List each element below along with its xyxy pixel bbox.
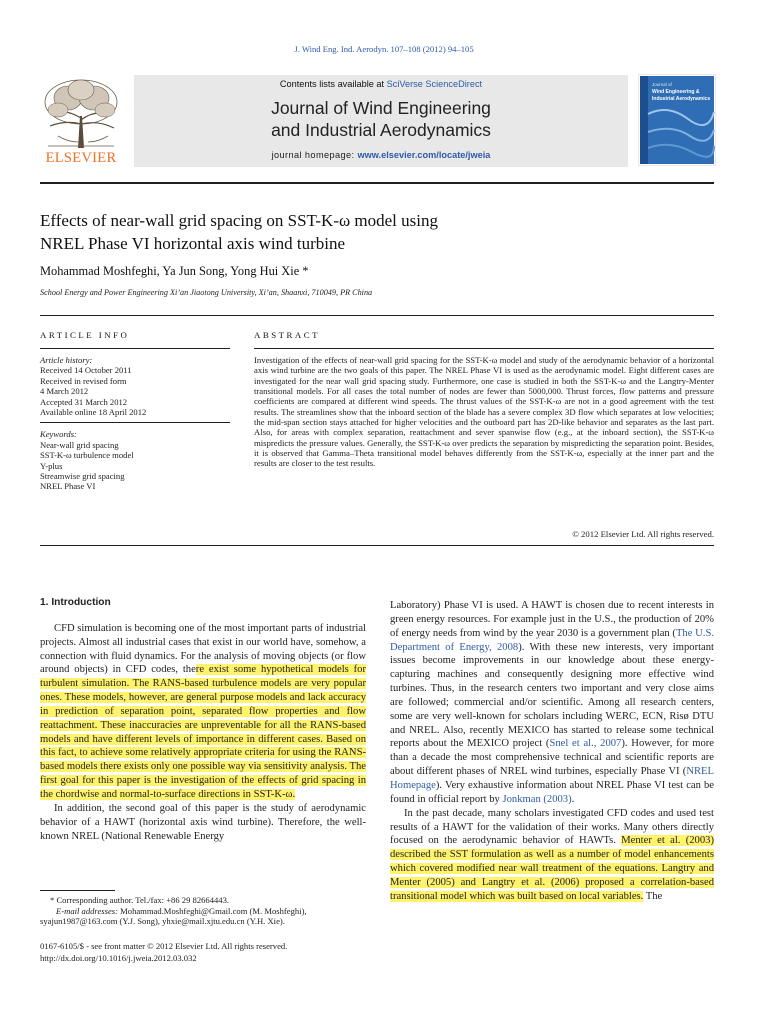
journal-title bbox=[134, 97, 628, 141]
r1-text-a: Laboratory) Phase VI is used. A HAWT is chosen due to recent interests in green energy resources. For example just in the U.S., the production of 20% of energy needs from wind by the year 2030 is a government plan ( bbox=[390, 600, 714, 639]
contents-prefix: Contents lists available at bbox=[279, 79, 387, 89]
cover-title-2: Industrial Aerodynamics bbox=[652, 96, 711, 102]
history-line: Accepted 31 March 2012 bbox=[40, 396, 128, 407]
r2-tail: The bbox=[643, 890, 663, 902]
body-left-column bbox=[40, 591, 366, 843]
r1-text-d: ). Very exhaustive information about NREL Phase VI test can be found in official report by bbox=[390, 779, 714, 805]
r2-highlight[interactable]: Menter et al. (2003) described the SST formulation as well as a number of model enhancements which covered modified near wall treatment of the equations. Langtry and Menter (2005) and Langtry et al. (2006) proposed a correlation-based transitional model which was built based on local variables. bbox=[390, 835, 714, 902]
email-text-1[interactable]: Mohammad.Moshfeghi@Gmail.com (M. Moshfeghi), bbox=[117, 905, 307, 916]
abstract-rule bbox=[254, 348, 714, 349]
keyword-item: Streamwise grid spacing bbox=[40, 471, 125, 482]
email-label: E-mail addresses: bbox=[56, 905, 118, 916]
ref-link-jonkman[interactable]: Jonkman (2003) bbox=[502, 793, 572, 805]
abstract-heading: ABSTRACT bbox=[254, 330, 320, 340]
email-line bbox=[40, 906, 370, 917]
ref-link-doe[interactable]: The U.S. Department of Energy, 2008 bbox=[390, 627, 714, 653]
cover-small-text: Journal of bbox=[652, 82, 672, 87]
body-right-column bbox=[390, 599, 714, 904]
history-line: Available online 18 April 2012 bbox=[40, 407, 147, 418]
ref-link-nrel[interactable]: NREL Homepage bbox=[390, 766, 714, 791]
homepage-prefix: journal homepage: bbox=[271, 150, 358, 160]
r1-text-b: ). With these new interests, very important issues become improvements in our knowledge about these energy-capturing machines and consequently designing more effective wind turbines. Thus, in the research centers two important and very close aims are followed; commercial and/or scientific. Among all research centers, some are very well-known for scholars including WERC, ECN, Risø DTU and NREL. Also, recently MEXICO has started to release some technical reports about the MEXICO project ( bbox=[390, 641, 714, 750]
affiliation: School Energy and Power Engineering Xi’an Jiaotong University, Xi’an, Shaanxi, 710049, PR China bbox=[40, 288, 373, 297]
copyright-line: © 2012 Elsevier Ltd. All rights reserved. bbox=[572, 529, 714, 539]
article-info-rule bbox=[40, 348, 230, 349]
author-list: Mohammad Moshfeghi, Ya Jun Song, Yong Hui Xie * bbox=[40, 264, 309, 278]
doi-link[interactable]: http://dx.doi.org/10.1016/j.jweia.2012.03.032 bbox=[40, 952, 197, 963]
sciencedirect-link[interactable]: SciVerse ScienceDirect bbox=[386, 79, 483, 89]
paper-title bbox=[40, 209, 680, 255]
intro-paragraph-3 bbox=[390, 599, 714, 807]
r1-text-e: . bbox=[571, 793, 575, 805]
r2-text: In the past decade, many scholars investigated CFD codes and used test results of a HAWT for the validation of their works. Many others directly focused on the aerodynamic behavior of HAWTs. bbox=[390, 807, 714, 847]
history-line: Received 14 October 2011 bbox=[40, 365, 132, 376]
keyword-item: Y-plus bbox=[40, 460, 63, 471]
history-line: Received in revised form bbox=[40, 375, 127, 386]
section-heading-introduction: 1. Introduction bbox=[40, 597, 111, 608]
journal-citation[interactable]: J. Wind Eng. Ind. Aerodyn. 107–108 (2012) 94–105 bbox=[294, 44, 474, 54]
history-label: Article history: bbox=[40, 355, 93, 365]
keywords-divider bbox=[40, 422, 230, 423]
contents-availability bbox=[134, 79, 628, 89]
header-divider bbox=[40, 182, 714, 184]
abstract-text: Investigation of the effects of near-wall grid spacing for the SST-K-ω model and study of the aerodynamic behavior of a horizontal axis wind turbine are the two goals of this paper. The NREL Phase VI is used as the aerodynamic model. Eight different cases are investigated for the near wall grid spacing study. Furthermore, one case is studied in both the SST-K-ω and the Langtry-Menter transitional models. For all cases the total number of nodes are fewer than 5000,000. Thrust forces, flow patterns and pressure coefficients are compared at different wind speeds. The thrust values of the SST-K-ω are not in a good agreement with the test results. The streamlines show that the inboard section of the blade has a severe complex 3D flow which separates at low velocities; the mid-span section stays attached for higher velocities and the outboard part has 2D-like behavior and separates as the last part. Also, for areas with complex separation, reattachment and sever spanwise flow (e.g., at the inboard section), the SST-K-ω mispredicts the pressure values. Generally, the SST-K-ω over predicts the separation by mispredicting the separation point. Besides, it is observed that Gamma–Theta transitional model behaves differently from the SST-K-ω, especially at the inner part and the results are closer to the test results. bbox=[254, 355, 714, 469]
journal-title-line2: and Industrial Aerodynamics bbox=[271, 120, 491, 140]
corresponding-author: * Corresponding author. Tel./fax: +86 29 82664443. bbox=[50, 895, 230, 905]
keywords-label: Keywords: bbox=[40, 429, 77, 440]
intro-p1-highlight[interactable]: re exist some hypothetical models for turbulent simulation. The RANS-based turbulence models are very popular ones. These models, however, are general purpose models and lack accuracy in prediction of separation point, separated flow properties and flow reattachment. These inaccuracies are unpreventable for all the RANS-based models and have different levels of importance in different cases. Based on this fact, to achieve some relatively appropriate criteria for using the RANS-based models there exists only one possible way via sensitivity analysis. The first goal for this paper is the investigation of the effects of grid spacing in the chordwise and normal-to-surface directions in SST-K-ω. bbox=[40, 664, 366, 800]
elsevier-wordmark[interactable]: ELSEVIER bbox=[45, 150, 117, 166]
r1-text-c: ). However, for more than a decade the most comprehensive technical and scientific reports are about different phases of NREL wind turbines, especially Phase VI ( bbox=[390, 738, 714, 778]
keyword-item: SST-K-ω turbulence model bbox=[40, 450, 134, 461]
footnote-block bbox=[40, 895, 370, 927]
article-info-heading: ARTICLE INFO bbox=[40, 330, 130, 340]
email-text-2[interactable]: syajun1987@163.com (Y.J. Song), yhxie@mail.xjtu.edu.cn (Y.H. Xie). bbox=[40, 916, 285, 927]
keyword-item: Near-wall grid spacing bbox=[40, 439, 119, 450]
cover-title-1: Wind Engineering & bbox=[652, 89, 700, 95]
front-matter-divider bbox=[40, 315, 714, 316]
history-line: 4 March 2012 bbox=[40, 386, 89, 397]
intro-paragraph-1 bbox=[40, 622, 366, 802]
paper-title-line1: Effects of near-wall grid spacing on SST-K-ω model using bbox=[40, 211, 438, 230]
keyword-item: NREL Phase VI bbox=[40, 481, 96, 492]
issn-block bbox=[40, 941, 370, 964]
issn-line: 0167-6105/$ - see front matter © 2012 Elsevier Ltd. All rights reserved. bbox=[40, 941, 288, 951]
intro-p1-text: CFD simulation is becoming one of the most important parts of industrial projects. Almost all industrial cases that exist in our world have, somehow, a connection with fluid dynamics. For the analysis of moving objects (or flow around objects) in CFD codes, the bbox=[40, 622, 366, 676]
ref-link-snel[interactable]: Snel et al., 2007 bbox=[549, 738, 622, 750]
article-info-block bbox=[40, 355, 230, 492]
journal-homepage bbox=[134, 150, 628, 160]
journal-cover-thumbnail[interactable] bbox=[638, 74, 716, 166]
footnote-rule bbox=[40, 890, 115, 891]
abstract-bottom-rule bbox=[40, 545, 714, 546]
paper-title-line2: NREL Phase VI horizontal axis wind turbine bbox=[40, 234, 346, 253]
intro-paragraph-2: In addition, the second goal of this paper is the study of aerodynamic behavior of a HAWT (horizontal axis wind turbine). Therefore, the well-known NREL (National Renewable Energy bbox=[40, 802, 366, 842]
homepage-link[interactable]: www.elsevier.com/locate/jweia bbox=[357, 150, 491, 160]
journal-title-line1: Journal of Wind Engineering bbox=[271, 98, 491, 118]
intro-paragraph-4 bbox=[390, 807, 714, 904]
